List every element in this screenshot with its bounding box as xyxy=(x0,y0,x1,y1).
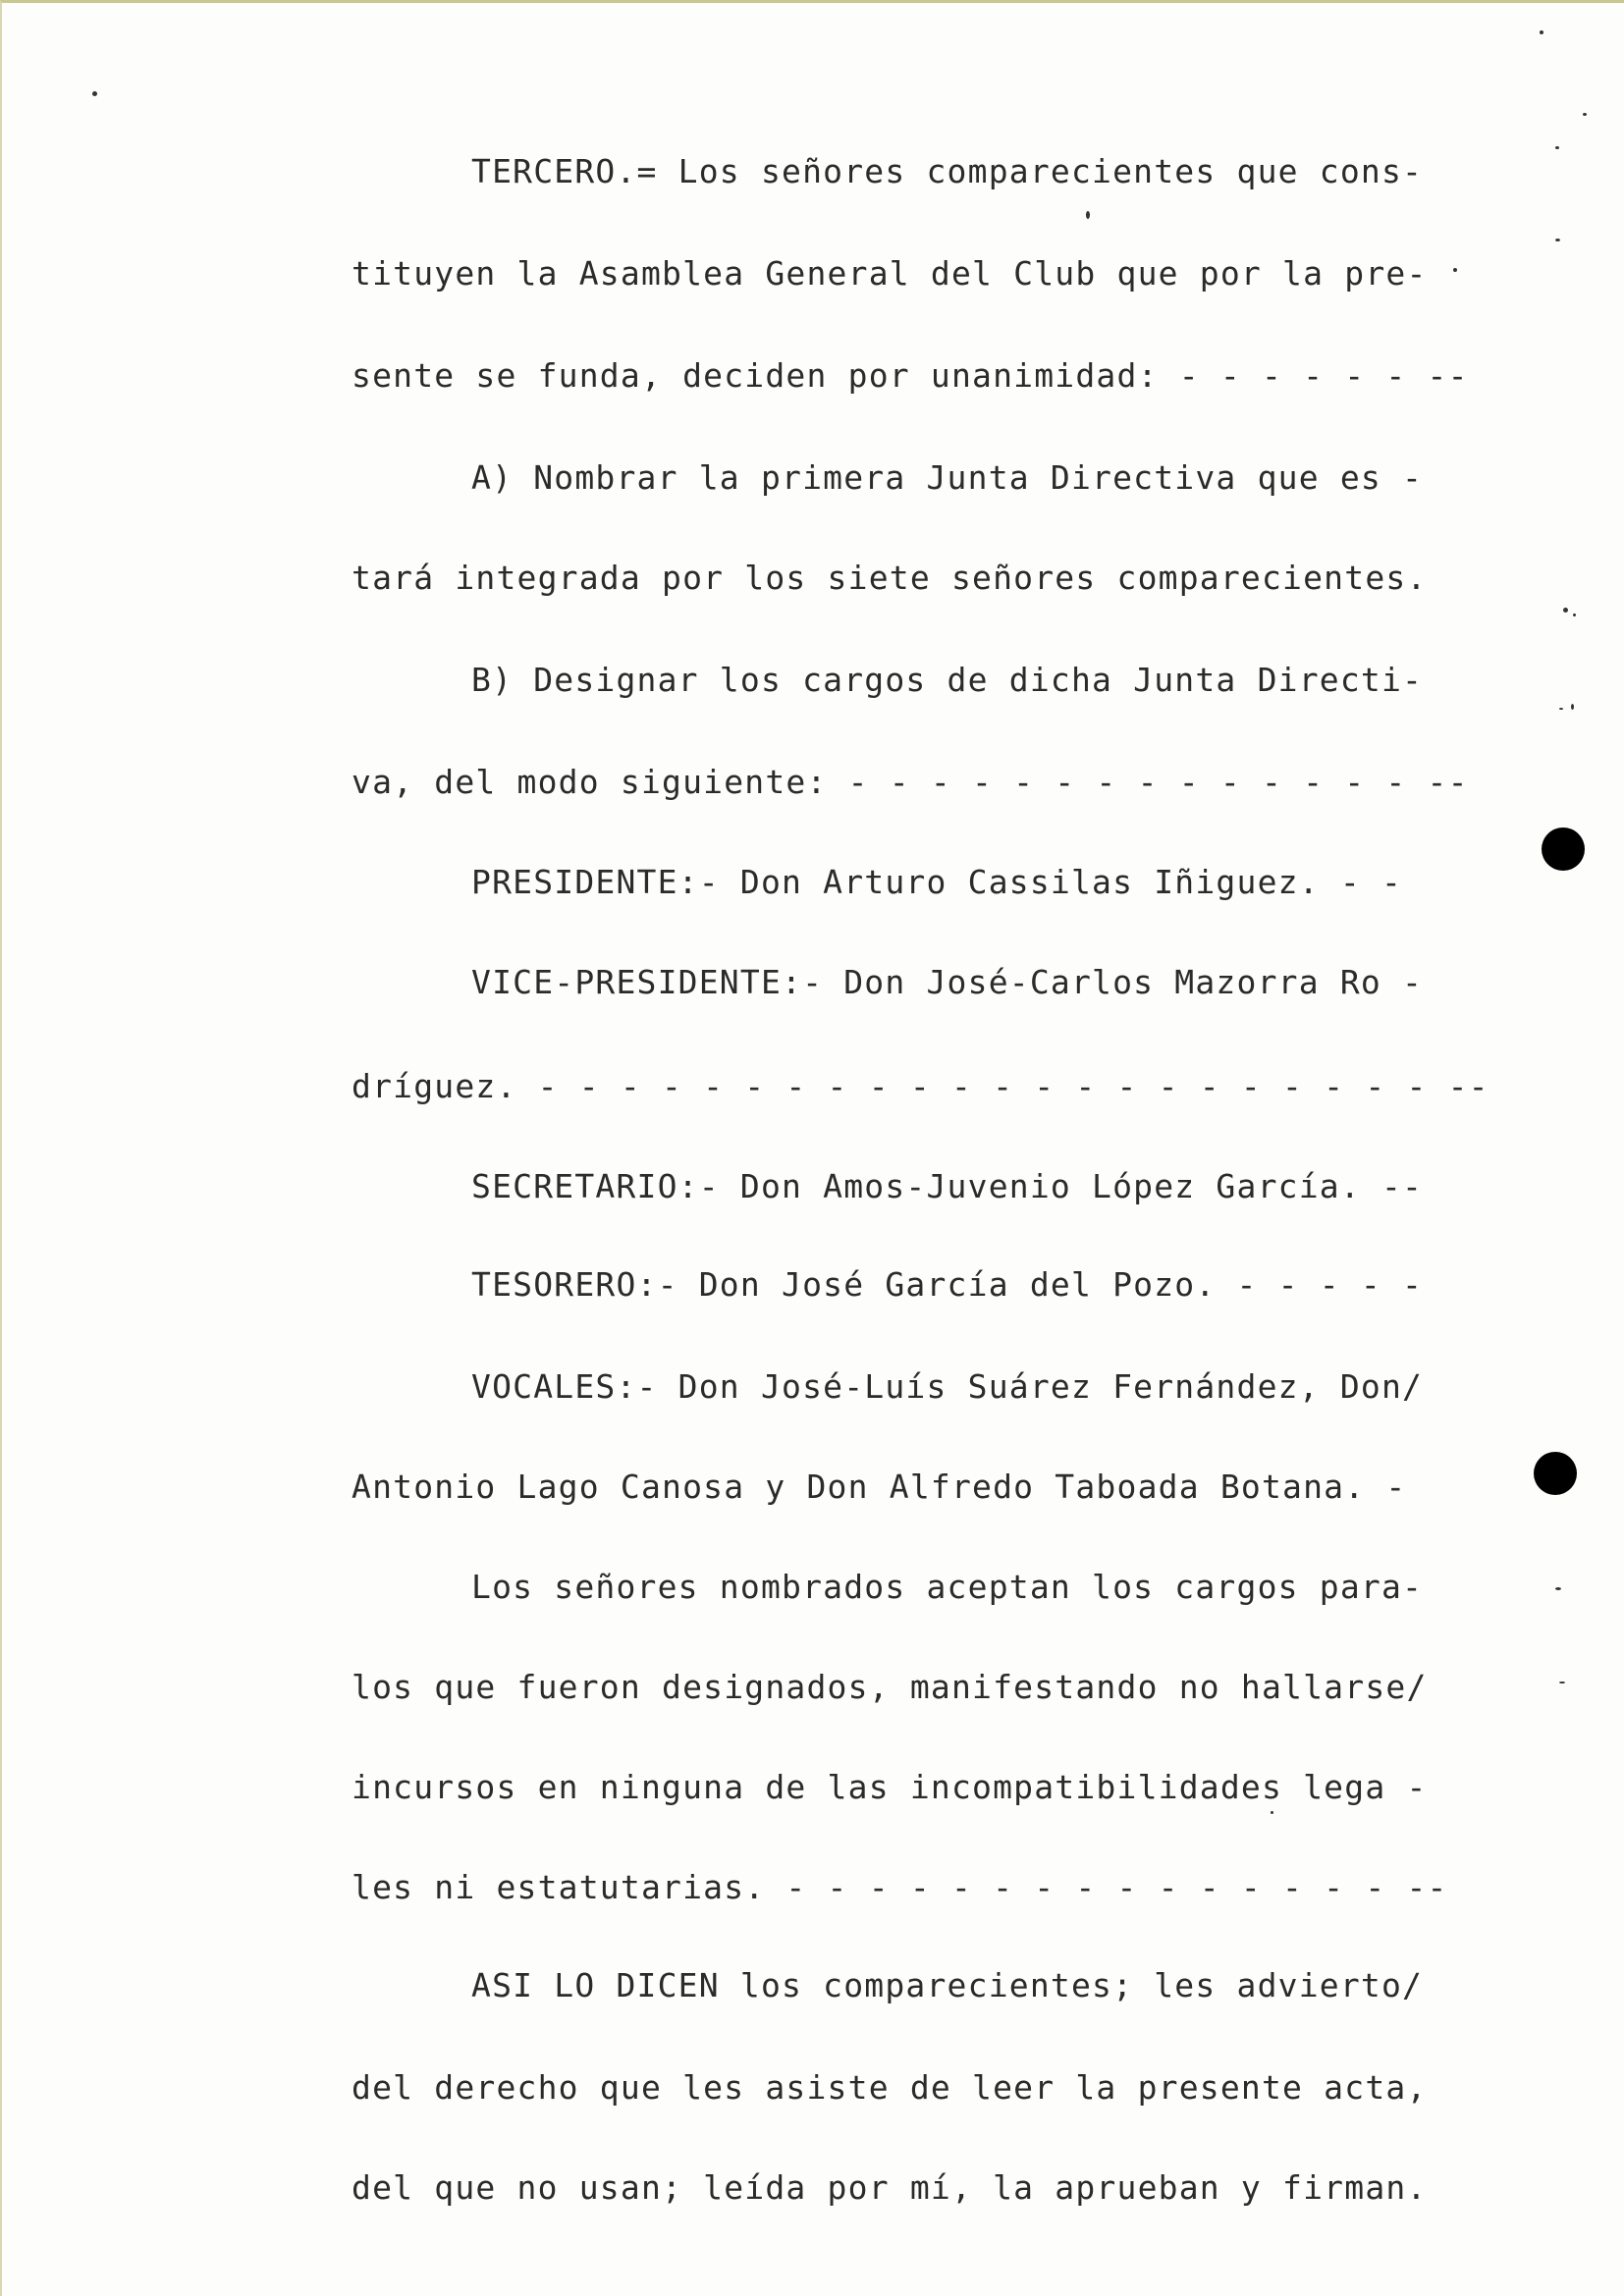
text-line-1-text: TERCERO.= Los señores comparecientes que cons- xyxy=(471,152,1424,190)
text-line-9-text: VICE-PRESIDENTE:- Don José-Carlos Mazorra Ro - xyxy=(471,963,1424,1001)
text-line-18-text: les ni estatutarias. - - - - - - - - - - - - - - - -- xyxy=(352,1868,1448,1906)
text-line-11-text: SECRETARIO:- Don Amos-Juvenio López García. -- xyxy=(471,1167,1424,1205)
scan-speck xyxy=(1573,614,1576,616)
text-line-12-text: TESORERO:- Don José García del Pozo. - - - - - xyxy=(471,1265,1424,1304)
punch-hole-top xyxy=(1542,828,1585,871)
scan-speck xyxy=(1555,146,1559,149)
punch-hole-bottom xyxy=(1534,1452,1577,1495)
scan-speck xyxy=(1555,1587,1561,1590)
scan-speck xyxy=(1559,708,1563,710)
scan-speck xyxy=(1571,704,1574,710)
scan-speck xyxy=(1555,239,1560,241)
text-line-14-text: Antonio Lago Canosa y Don Alfredo Taboada Botana. - xyxy=(352,1468,1407,1506)
text-line-20-text: del derecho que les asiste de leer la presente acta, xyxy=(352,2068,1428,2107)
scan-speck xyxy=(1559,1682,1565,1683)
scan-speck xyxy=(1453,268,1457,272)
scan-speck xyxy=(1563,608,1568,613)
text-line-21-text: del que no usan; leída por mí, la aprueban y firman. xyxy=(352,2168,1428,2207)
text-line-17-text: incursos en ninguna de las incompatibilidades lega - xyxy=(352,1768,1428,1806)
text-line-6-text: B) Designar los cargos de dicha Junta Directi- xyxy=(471,661,1424,699)
scan-speck xyxy=(1540,30,1543,34)
scan-speck xyxy=(1583,113,1587,116)
text-line-13-text: VOCALES:- Don José-Luís Suárez Fernández, Don/ xyxy=(471,1367,1424,1406)
scan-speck xyxy=(1271,1811,1273,1814)
text-line-8-text: PRESIDENTE:- Don Arturo Cassilas Iñiguez. - - xyxy=(471,863,1403,901)
text-line-7-text: va, del modo siguiente: - - - - - - - - - - - - - - -- xyxy=(352,763,1469,801)
text-line-2-text: tituyen la Asamblea General del Club que por la pre- xyxy=(352,254,1428,293)
text-line-10-text: dríguez. - - - - - - - - - - - - - - - - - - - - - - -- xyxy=(352,1067,1489,1105)
text-line-16-text: los que fueron designados, manifestando no hallarse/ xyxy=(352,1668,1428,1706)
text-line-19-text: ASI LO DICEN los comparecientes; les advierto/ xyxy=(471,1966,1424,2004)
text-line-15-text: Los señores nombrados aceptan los cargos para- xyxy=(471,1568,1424,1606)
scan-speck xyxy=(92,91,97,96)
text-line-3-text: sente se funda, deciden por unanimidad: - - - - - - -- xyxy=(352,356,1469,395)
text-line-5-text: tará integrada por los siete señores comparecientes. xyxy=(352,559,1428,597)
text-line-4-text: A) Nombrar la primera Junta Directiva que es - xyxy=(471,458,1424,497)
scan-speck xyxy=(1086,211,1090,219)
